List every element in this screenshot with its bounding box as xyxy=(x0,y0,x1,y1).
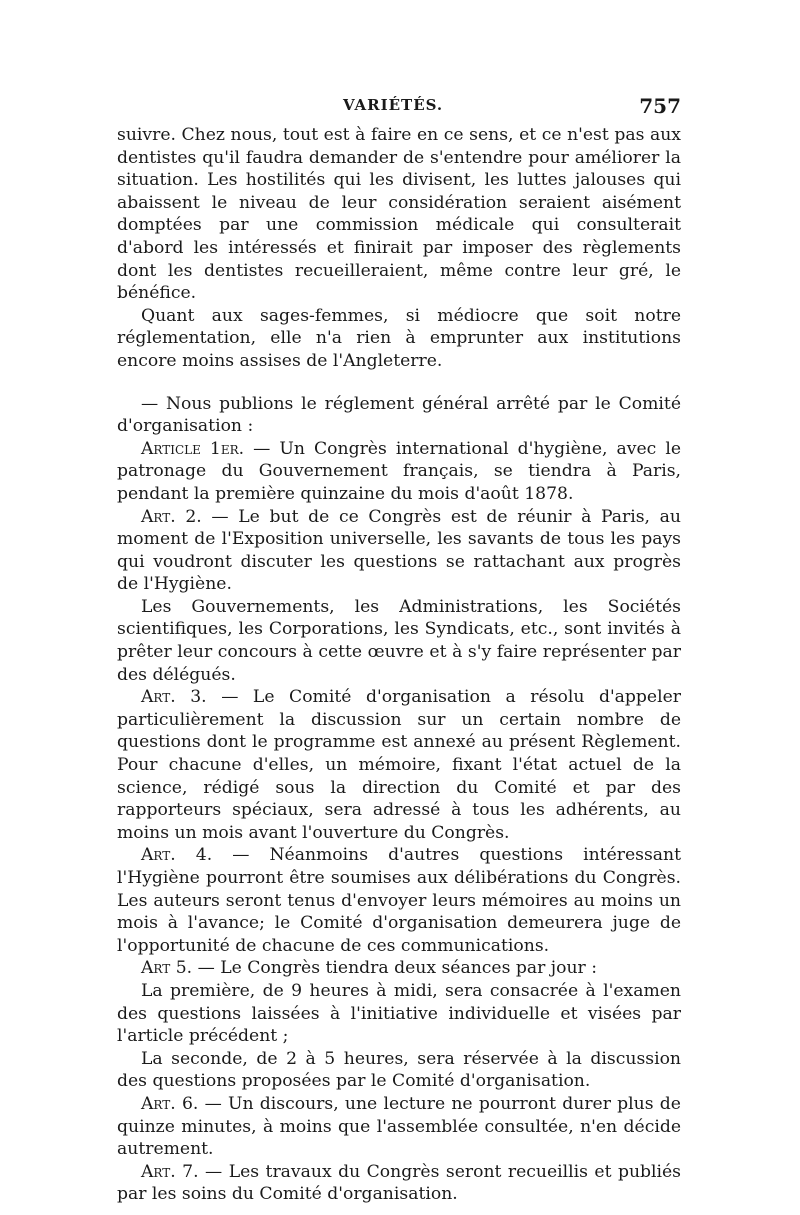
article-label: Art. 6. xyxy=(141,1093,199,1114)
paragraph-sages-femmes: Quant aux sages-femmes, si médiocre que soit notre réglementation, elle n'a rien à emprunter aux institutions encore moins assises de l'Angleterre. xyxy=(117,305,681,371)
article-label: Art. 3. xyxy=(141,687,207,708)
section-gap xyxy=(117,373,681,393)
article-text: — Néanmoins d'autres questions intéressant l'Hygiène pourront être soumises aux délibérations du Congrès. Les auteurs seront tenus d'envoyer leurs mémoires au moins un mois à l'avance; le Comité d'organisation demeurera juge de l'opportunité de chacune de ces communications. xyxy=(117,845,681,956)
article-2 xyxy=(117,506,681,596)
page-number: 757 xyxy=(639,94,681,118)
article-4 xyxy=(117,844,681,957)
article-text: — Les travaux du Congrès seront recueillis et publiés par les soins du Comité d'organisation. xyxy=(117,1161,682,1205)
article-label: Art. 7. xyxy=(141,1161,199,1182)
running-head xyxy=(117,96,681,124)
article-text: — Le Congrès tiendra deux séances par jour : xyxy=(192,958,598,979)
article-text: — Un discours, une lecture ne pourront durer plus de quinze minutes, à moins que l'assemblée consultée, n'en décide autrement. xyxy=(117,1093,681,1160)
article-label: Art 5. xyxy=(141,958,193,979)
article-label: Article 1er. xyxy=(141,438,245,459)
paragraph-premiere-seance: La première, de 9 heures à midi, sera consacrée à l'examen des questions laissées à l'initiative individuelle et visées par l'article précédent ; xyxy=(117,980,681,1047)
article-1 xyxy=(117,438,681,506)
article-3 xyxy=(117,686,681,844)
page xyxy=(117,96,681,1206)
article-label: Art. 2. xyxy=(141,506,202,527)
paragraph-dentistes: suivre. Chez nous, tout est à faire en ce sens, et ce n'est pas aux dentistes qu'il faudra demander de s'entendre pour améliorer la situation. Les hostilités qui les divisent, les luttes jalouses qui abaissent le niveau de leur considération seraient aisément domptées par une commission médicale qui consulterait d'abord les intéressés et finirait par imposer des règlements dont les dentistes recueilleraient, même contre leur gré, le bénéfice. xyxy=(117,125,681,304)
article-6 xyxy=(117,1093,681,1161)
article-5 xyxy=(117,957,681,980)
running-title: VARIÉTÉS. xyxy=(343,96,444,114)
body-text xyxy=(117,124,681,1206)
paragraph-gouvernements: Les Gouvernements, les Administrations, les Sociétés scientifiques, les Corporations, les Syndicats, etc., sont invités à prêter leur concours à cette œuvre et à s'y faire représenter par des délégués. xyxy=(117,596,681,685)
article-text: — Un Congrès international d'hygiène, avec le patronage du Gouvernement français, se tiendra à Paris, pendant la première quinzaine du mois d'août 1878. xyxy=(117,438,681,504)
paragraph-reglement-intro: — Nous publions le réglement général arrêté par le Comité d'organisation : xyxy=(117,393,681,437)
article-text: — Le Comité d'organisation a résolu d'appeler particulièrement la discussion sur un certain nombre de questions dont le programme est annexé au présent Règlement. Pour chacune d'elles, un mémoire, fixant l'état actuel de la science, rédigé sous la direction du Comité et par des rapporteurs spéciaux, sera adressé à tous les adhérents, au moins un mois avant l'ouverture du Congrès. xyxy=(117,687,681,843)
paragraph-seconde-seance: La seconde, de 2 à 5 heures, sera réservée à la discussion des questions proposées par le Comité d'organisation. xyxy=(117,1048,681,1092)
article-text: — Le but de ce Congrès est de réunir à Paris, au moment de l'Exposition universelle, les savants de tous les pays qui voudront discuter les questions se rattachant aux progrès de l'Hygiène. xyxy=(117,506,681,595)
article-7 xyxy=(117,1161,681,1206)
article-label: Art. 4. xyxy=(141,845,213,866)
